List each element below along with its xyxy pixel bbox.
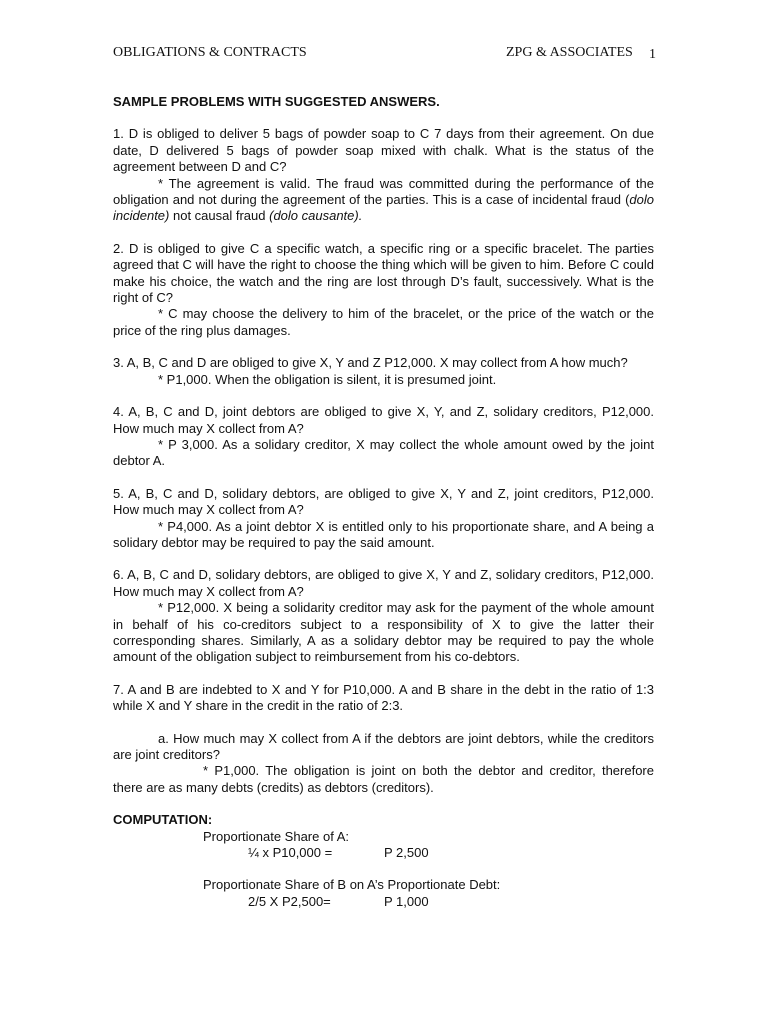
problem-1-question: 1. D is obliged to deliver 5 bags of powder soap to C 7 days from their agreement. On due date, D delivered 5 bags of powder soap mixed with chalk. What is the status of the agreement between D and C? [113,126,654,175]
computation-formula-2: 2/5 X P2,500= [248,893,331,909]
page-number: 1 [649,47,656,62]
problem-1-answer-italic-1: dolo incidente) [113,192,654,224]
computation-row [113,829,654,845]
spacer [113,861,654,877]
problem-1-answer-text: * The agreement is valid. The fraud was committed during the performance of the obligation and not during the agreement of the parties. This is a case of incidental fraud ( [113,175,654,208]
computation-row [113,894,654,910]
problem-4-answer: * P 3,000. As a solidary creditor, X may collect the whole amount owed by the joint debtor A. [113,436,654,469]
problem-5-answer: * P4,000. As a joint debtor X is entitled only to his proportionate share, and A being a solidary debtor may be required to pay the said amount. [113,518,654,550]
problem-2-question: 2. D is obliged to give C a specific watch, a specific ring or a specific bracelet. The parties agreed that C will have the right to choose the thing which will be given to him. Before C could make his choice, the watch and the ring are lost through D’s fault, successively. What is the right of C? [113,240,654,306]
computation-row [113,845,654,861]
computation-label-1: Proportionate Share of A: [203,828,349,844]
problem-6-question: 6. A, B, C and D, solidary debtors, are obliged to give X, Y and Z, solidary creditors, P12,000. How much may X collect from A? [113,567,654,599]
header-subject: OBLIGATIONS & CONTRACTS [113,45,307,60]
computation-value-1: P 2,500 [384,845,429,861]
header-firm: ZPG & ASSOCIATES [506,45,633,60]
computation-label-2: Proportionate Share of B on A’s Proportionate Debt: [203,877,501,893]
problem-1-answer-mid: not causal fraud [169,208,270,224]
document-title: SAMPLE PROBLEMS WITH SUGGESTED ANSWERS. [113,94,440,109]
problem-7a-answer: * P1,000. The obligation is joint on both the debtor and creditor, therefore there are as many debts (credits) as debtors (creditors). [113,763,654,795]
spacer [113,715,654,731]
problem-7-question: 7. A and B are indebted to X and Y for P10,000. A and B share in the debt in the ratio of 1:3 while X and Y share in the credit in the ratio of 2:3. [113,681,654,714]
problem-2-answer: * C may choose the delivery to him of the bracelet, or the price of the watch or the price of the ring plus damages. [113,306,654,338]
computation-formula-1: ¼ x P10,000 = [248,845,333,861]
problem-1-answer-italic-2: (dolo causante). [269,208,363,224]
problem-1-answer [113,176,654,225]
problem-6-answer: * P12,000. X being a solidarity creditor may ask for the payment of the whole amount in behalf of his co-creditors subject to a responsibility of X to give the latter their corresponding shares. Similarly, A as a solidary debtor may be required to pay the whole amount of the obligation subject to reimbursement from his co-debtors. [113,600,654,665]
problem-5-question: 5. A, B, C and D, solidary debtors, are obliged to give X, Y and Z, joint creditors, P12,000. How much may X collect from A? [113,485,654,518]
computation-value-2: P 1,000 [384,893,429,909]
problem-3-question: 3. A, B, C and D are obliged to give X, Y and Z P12,000. X may collect from A how much? [113,355,628,371]
computation-title: COMPUTATION: [113,812,213,828]
document-body [113,94,654,910]
computation-row [113,877,654,893]
problem-4-question: 4. A, B, C and D, joint debtors are obliged to give X, Y, and Z, solidary creditors, P12,000. How much may X collect from A? [113,404,654,436]
problem-7a-question: a. How much may X collect from A if the debtors are joint debtors, while the creditors are joint creditors? [113,730,654,762]
problem-3-answer: * P1,000. When the obligation is silent, it is presumed joint. [158,371,497,387]
